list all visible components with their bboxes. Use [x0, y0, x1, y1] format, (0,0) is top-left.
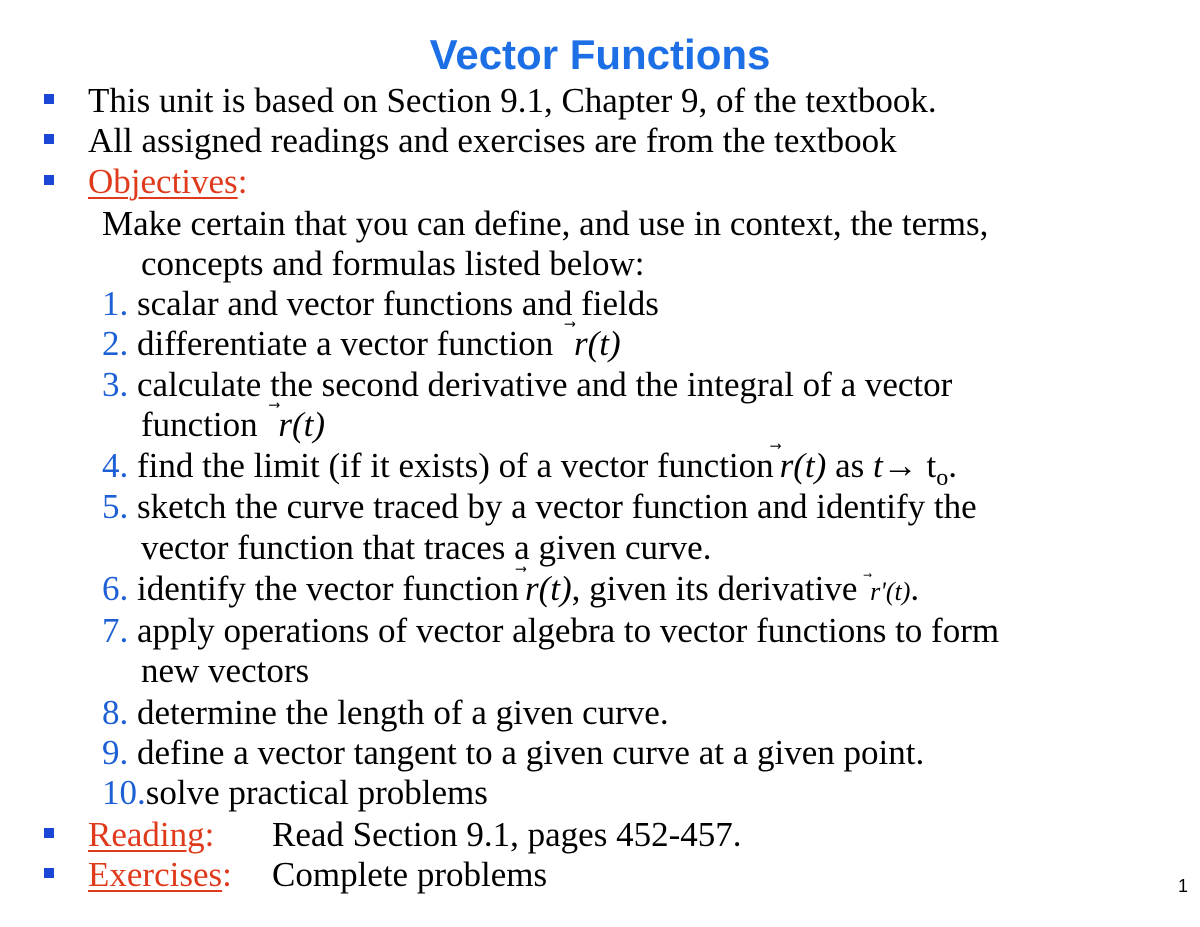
- objective-text: sketch the curve traced by a vector function and identify the: [137, 487, 977, 526]
- objectives-intro-line1: Make certain that you can define, and use in context, the terms,: [102, 204, 989, 243]
- objective-number: 8.: [102, 693, 129, 732]
- bullet-marker: [44, 134, 54, 144]
- bullet-marker: [44, 94, 54, 104]
- objective-number: 5.: [102, 487, 129, 526]
- objective-text: identify the vector function: [137, 569, 519, 608]
- vector-r-prime-of-t: r'(t): [870, 577, 911, 606]
- objective-text: solve practical problems: [145, 773, 488, 812]
- objective-item-6: 6. identify the vector function r(t), given its derivative r'(t).: [102, 570, 919, 611]
- reading-line: Reading: Read Section 9.1, pages 452-457.: [88, 815, 742, 854]
- objective-item-7-cont: new vectors: [141, 651, 310, 690]
- page-number: 1: [1178, 876, 1189, 896]
- bullet-marker: [44, 175, 54, 185]
- objective-number: 9.: [102, 733, 129, 772]
- objective-text-cont: function: [141, 405, 258, 444]
- objectives-heading[interactable]: [88, 163, 247, 201]
- objective-number: 4.: [102, 446, 129, 485]
- exercises-text: Complete problems: [272, 855, 548, 894]
- objective-item-5-cont: vector function that traces a given curve.: [141, 528, 712, 567]
- exercises-link[interactable]: Exercises: [88, 855, 223, 894]
- objectives-intro-line2: concepts and formulas listed below:: [141, 244, 645, 283]
- objective-item-10: [102, 774, 488, 812]
- objective-number: 1.: [102, 284, 129, 323]
- objective-number: 6.: [102, 569, 129, 608]
- bullet-text-section: This unit is based on Section 9.1, Chapter 9, of the textbook.: [88, 81, 937, 120]
- objective-text-as: as: [835, 446, 865, 485]
- bullet-marker: [44, 868, 54, 878]
- objective-text: find the limit (if it exists) of a vector function: [137, 446, 774, 485]
- objective-item-3-cont: [141, 406, 325, 444]
- vector-r-of-t: r(t): [779, 446, 827, 485]
- objective-item-4: 4. find the limit (if it exists) of a vector function r(t) as $t\to t_o$.: [102, 446, 957, 491]
- vector-r-of-t: r(t): [524, 569, 572, 608]
- objective-number: 2.: [102, 324, 129, 363]
- objective-text: scalar and vector functions and fields: [137, 284, 659, 323]
- objective-text: differentiate a vector function: [137, 324, 554, 363]
- reading-text: Read Section 9.1, pages 452-457.: [272, 815, 742, 854]
- vector-r-of-t: r(t): [574, 324, 621, 363]
- objective-number: 7.: [102, 611, 129, 650]
- vector-r-of-t: r(t): [278, 405, 326, 444]
- objective-item-8: [102, 694, 669, 732]
- objective-item-3: [102, 366, 952, 404]
- objective-item-5: [102, 488, 977, 526]
- objective-item-1: [102, 285, 659, 323]
- objective-item-9: [102, 734, 924, 772]
- objective-text: determine the length of a given curve.: [137, 693, 669, 732]
- objective-text: calculate the second derivative and the integral of a vector: [137, 365, 953, 404]
- bullet-text-readings: All assigned readings and exercises are from the textbook: [88, 121, 897, 160]
- bullet-marker: [44, 828, 54, 838]
- objective-text-derivative: , given its derivative: [571, 569, 858, 608]
- reading-link[interactable]: Reading: [88, 815, 205, 854]
- objective-number: 10.: [102, 773, 146, 812]
- objectives-colon: :: [237, 162, 248, 201]
- exercises-line: Exercises: Complete problems: [88, 855, 548, 894]
- objective-item-2: [102, 325, 621, 363]
- objective-text: define a vector tangent to a given curve at a given point.: [137, 733, 925, 772]
- objective-item-7: [102, 612, 999, 650]
- objective-number: 3.: [102, 365, 129, 404]
- objective-text: apply operations of vector algebra to vector functions to form: [137, 611, 1000, 650]
- slide-title: Vector Functions: [429, 31, 771, 78]
- objectives-link[interactable]: Objectives: [88, 162, 238, 201]
